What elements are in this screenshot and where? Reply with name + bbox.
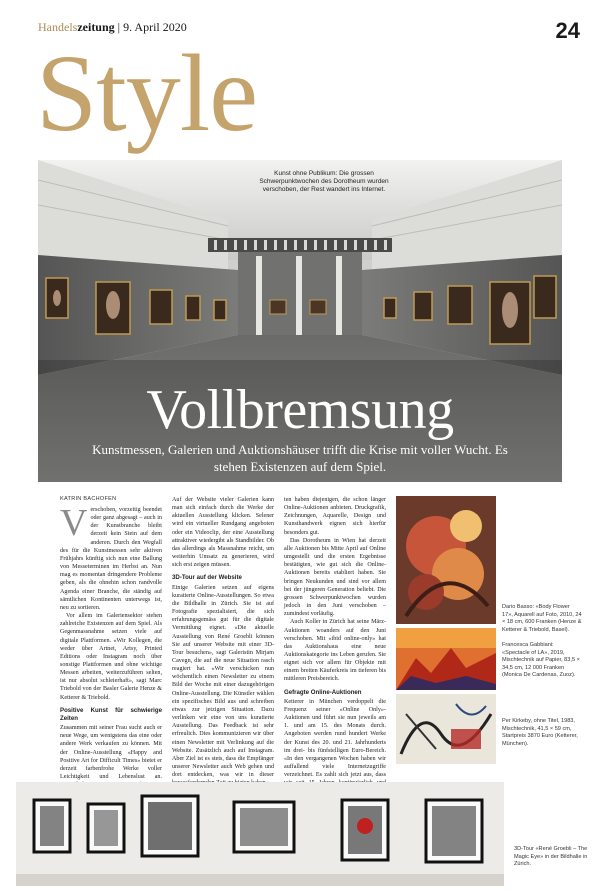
- masthead-brand-part-b: zeitung: [77, 20, 115, 34]
- page-number: 24: [555, 18, 580, 43]
- byline: KATRIN BACHOFEN: [60, 496, 117, 502]
- drop-cap: V: [60, 502, 88, 544]
- article-column-2: [172, 496, 274, 804]
- paragraph: ten haben diejenigen, die schon länger Online-Auktionen anbieten. Druckgrafik, Zeichnungen, Aquarelle, Design und Kunsthandwerk eignen sich hierfür besonders gut.: [284, 497, 386, 536]
- artwork-spectacle-illustration: [396, 628, 496, 690]
- masthead-date: 9. April 2020: [123, 20, 187, 34]
- artwork-caption: Dario Basso: «Body Flower 17», Aquarell auf Foto, 2010, 24 × 18 cm, 600 Franken (Henze & Ketterer & Triebold, Basel).: [502, 604, 582, 633]
- subheading: 3D-Tour auf der Website: [172, 574, 242, 582]
- artwork-image-kirkeby: [396, 694, 496, 764]
- paragraph: Vor allem im Galeriensektor stehen zahlreiche Existenzen auf dem Spiel. Als Gegenmassnahme setzen viele auf digitale Plattformen. «Wir Kollegen, die weder über Artnet, Artsy, Printed Editions oder Instagram noch über sonstige Plattformen und ohne wichtige Messen arbeiten, weiterzuführen selten, ist nur absolut schleierhaft», sagt Marc Triebold von der Basler Galerie Henze & Ketterer & Triebold.: [60, 613, 162, 701]
- bottom-photo-caption: 3D-Tour «René Groebli – The Magic Eye» in der Bildhalle in Zürich.: [514, 846, 588, 868]
- hero-caption: Kunst ohne Publikum: Die grossen Schwerpunktwochen des Dorotheum wurden verschoben, der Rest wandert ins Internet.: [259, 170, 389, 194]
- paragraph: Ketterer in München verdoppelt die Frequenz seiner «Online Only»-Auktionen und führt sie nun jeweils am 1. und am 15. des Monats durch. Angeboten werden rund hundert Werke der Kunst des 20. und 21. Jahrhunderts im drei- bis fünfstelligen Euro-Bereich. «In den vergangenen Wochen haben wir auffallend viele Internetzugriffe verzeichnet. Es zahlt sich jetzt aus, dass: [284, 698, 386, 779]
- artwork-body-flower-illustration: [396, 496, 496, 624]
- paragraph: Das Dorotheum in Wien hat derzeit alle Auktionen bis Mitte April auf Online umgestellt und die ersten Ergebnisse bestätigten, wie gut sich die Online-Auktionen bereits etabliert haben. Sie bringen Neukunden und sind vor allem bei der jüngeren Generation beliebt. Die grossen Schwerpunktwochen wurden jedoch in den Juni verschoben – zumindest vorläufig.: [284, 537, 386, 618]
- paragraph: erschoben, vorzeitig beendet oder ganz abgesagt – auch in der Kunstbranche bleibt derzeit kein Stein auf dem anderen. Durch den Wegfall des für die Kunstmessen sehr aktiven Frühjahrs künftig sich nun eine Ballung von Messeterminen im Herbst an. Nun mag es momentan dringendere Probleme geben, als die ohnehin schon randvolle Agenda einer Branche, die ständig auf sämtlichen Kontinenten unterwegs ist, neu zu sortieren.: [60, 507, 162, 611]
- subheading: Positive Kunst für schwierige Zeiten: [60, 706, 162, 722]
- article-headline: Vollbremsung: [146, 379, 454, 441]
- masthead-brand-part-a: Handels: [38, 20, 78, 34]
- bottom-gallery-illustration: [16, 782, 504, 886]
- article-column-3: [284, 496, 386, 804]
- masthead-separator: |: [114, 20, 124, 34]
- section-title: Style: [36, 32, 258, 154]
- bottom-photo-gallery: [16, 782, 504, 886]
- paragraph: Auf der Website vieler Galerien kann man sich einfach durch die Werke der aktuellen Ausstellung klicken. Selener wird ein virtueller Rundgang angeboten oder ein Videoclip, der eine Ausstellung attraktiver wiedergibt als Standbilder. Ob das allerdings als Massnahme reicht, um weiterhin Umsatz zu generieren, wird sich erst zeigen müssen.: [172, 497, 274, 569]
- hero-photo: [38, 160, 562, 482]
- artwork-kirkeby-illustration: [396, 694, 496, 764]
- paragraph: Einige Galerien setzen auf eigens kuratierte Online-Ausstellungen. So etwa die Bildhalle in Zürich. Sie ist auf Fotografie spezialisiert, die sich erfahrungsgemäss gut für die digitale Vermittlung eignet. «Die aktuelle Ausstellung von René Groebli können Sie auf unserer Website mit einer 3D-Tour besuchen», sagt Galeristin Mirjam Cavegn, die auf die neue Situation rasch reagiert hat. «Wir verschicken nun wöchentlich einen Newsletter zu einem Bild der Woche mit einer dazugehörigen Online-Ausstellung. Die Künstler wählen ein spezifisches Bild aus und schreiben etwas zur jetzigen Situation. Dazu verlinken wir eine von uns kuratierte Ausstellung. Das Feedback ist sehr erfreulich. Dies kommunizieren wir über einen Newsletter mit Verlinkung auf die Website. Zusätzlich auch auf Instagram. Aber Ziel ist es stets, dass die Empfänger unserer Newsletter auch Web gehen und dort entdecken, was wir in dieser: [172, 584, 274, 779]
- artwork-caption: Francesca Gabbiani: «Spectacle of LA», 2019, Mischtechnik auf Papier, 83,5 × 34,5 cm, 12 000 Franken (Monica De Cardenas, Zuoz).: [502, 642, 580, 679]
- artwork-caption: Per Kirkeby, ohne Titel, 1983, Mischtechnik, 41,5 × 59 cm, Startpreis 3870 Euro (Ketterer, München).: [502, 718, 578, 747]
- article-deck: Kunstmessen, Galerien und Auktionshäuser trifft die Krise mit voller Wucht. Es stehen Existenzen auf dem Spiel.: [92, 442, 508, 474]
- subheading: Gefragte Online-Auktionen: [284, 688, 362, 696]
- artwork-image-spectacle-of-la: [396, 628, 496, 690]
- paragraph: Auch Koller in Zürich hat seine März-Auktionen woanders auf den Juni verschoben. Mit «ibid online-only» hat das Auktionshaus eine neue Auktionskategorie ins Leben gerufen. Sie eignet sich vor allem für Objekte mit einem breiten Käuferkreis im tieferen bis mittleren Preisbereich.: [284, 619, 386, 683]
- artwork-image-body-flower: [396, 496, 496, 624]
- paragraph: Zusammen mit seiner Frau sucht auch er neue Wege, um wenigstens das eine oder andere Werk verkaufen zu können. Mit der Online-Ausstellung «Happy and Positive Art for Difficult Times» bietet er derzeit farbenfrohe Werke voller Leichtigkeit und Lebenslust an.: [60, 725, 162, 780]
